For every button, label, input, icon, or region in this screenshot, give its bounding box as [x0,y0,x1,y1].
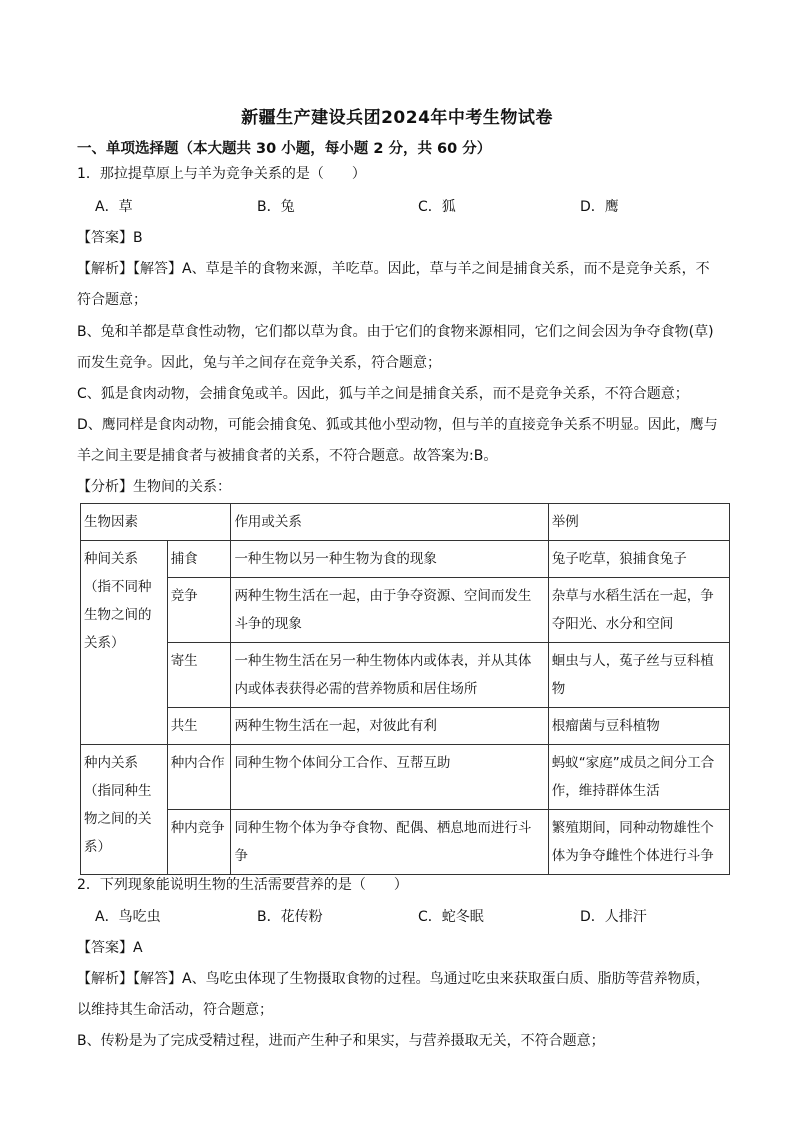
q2-option-a: A．鸟吃虫 [95,909,161,925]
q1-analysis-line: 而发生竞争。因此，兔与羊之间存在竞争关系，符合题意； [77,355,441,371]
table-row [81,745,730,810]
relation-example: 根瘤菌与豆科植物 [548,708,729,745]
q1-option-b: B．兔 [257,199,295,215]
q1-analysis-line: D、鹰同样是食肉动物，可能会捕食兔、狐或其他小型动物，但与羊的直接竞争关系不明显。因此，鹰与 [77,417,718,433]
section-heading: 一、单项选择题（本大题共 30 小题，每小题 2 分，共 60 分） [77,141,492,157]
table-row [81,578,730,643]
relation-example: 繁殖期间，同种动物雄性个体为争夺雌性个体进行斗争 [548,810,729,875]
q1-option-c: C．狐 [418,199,456,215]
q2-stem: 2．下列现象能说明生物的生活需要营养的是（ ） [77,877,408,893]
table-row [81,643,730,708]
header-cell: 生物因素 [81,504,231,541]
relation-type: 种内竞争 [167,810,231,875]
relation-desc: 同种生物个体为争夺食物、配偶、栖息地而进行斗争 [231,810,548,875]
relation-type: 竞争 [167,578,231,643]
relation-example: 蛔虫与人，菟子丝与豆科植物 [548,643,729,708]
q1-option-a: A．草 [95,199,133,215]
q1-analysis-line: 【解析】【解答】A、草是羊的食物来源，羊吃草。因此，草与羊之间是捕食关系，而不是竞争关系，不 [77,261,710,277]
q1-fenxi: 【分析】生物间的关系： [77,479,231,495]
q1-analysis-line: B、兔和羊都是草食性动物，它们都以草为食。由于它们的食物来源相同，它们之间会因为争夺食物(草) [77,324,714,340]
q2-analysis-line: 【解析】【解答】A、鸟吃虫体现了生物摄取食物的过程。鸟通过吃虫来获取蛋白质、脂肪等营养物质， [77,971,710,987]
relation-type: 寄生 [167,643,231,708]
q2-analysis-line: 以维持其生命活动，符合题意； [77,1002,273,1018]
relation-desc: 两种生物生活在一起，对彼此有利 [231,708,548,745]
table-row [81,541,730,578]
q2-option-c: C．蛇冬眠 [418,909,484,925]
q2-option-b: B．花传粉 [257,909,323,925]
relation-type: 共生 [167,708,231,745]
header-cell: 举例 [548,504,729,541]
relation-desc: 同种生物个体间分工合作、互帮互助 [231,745,548,810]
q1-stem: 1．那拉提草原上与羊为竞争关系的是（ ） [77,166,366,182]
q1-analysis-line: C、狐是食肉动物，会捕食兔或羊。因此，狐与羊之间是捕食关系，而不是竞争关系，不符合题意； [77,386,689,402]
q1-option-d: D．鹰 [580,199,619,215]
q1-answer: 【答案】B [77,230,143,246]
relation-desc: 一种生物以另一种生物为食的现象 [231,541,548,578]
relationship-table [80,503,730,875]
table-row [81,708,730,745]
relation-type: 捕食 [167,541,231,578]
group-label-interspecific: 种间关系（指不同种生物之间的关系） [81,541,168,745]
table-row [81,810,730,875]
relation-type: 种内合作 [167,745,231,810]
relation-desc: 两种生物生活在一起，由于争夺资源、空间而发生斗争的现象 [231,578,548,643]
table-header-row [81,504,730,541]
relation-example: 蚂蚁“家庭”成员之间分工合作，维持群体生活 [548,745,729,810]
relation-example: 杂草与水稻生活在一起，争夺阳光、水分和空间 [548,578,729,643]
q1-analysis-line: 符合题意； [77,292,147,308]
q1-analysis-line: 羊之间主要是捕食者与被捕食者的关系，不符合题意。故答案为:B。 [77,448,498,464]
q2-answer: 【答案】A [77,940,143,956]
relation-example: 兔子吃草，狼捕食兔子 [548,541,729,578]
document-title: 新疆生产建设兵团2024年中考生物试卷 [241,108,553,128]
group-label-intraspecific: 种内关系（指同种生物之间的关系） [81,745,168,875]
q2-analysis-line: B、传粉是为了完成受精过程，进而产生种子和果实，与营养摄取无关，不符合题意； [77,1033,605,1049]
relation-desc: 一种生物生活在另一种生物体内或体表，并从其体内或体表获得必需的营养物质和居住场所 [231,643,548,708]
q2-option-d: D．人排汗 [580,909,647,925]
header-cell: 作用或关系 [231,504,548,541]
